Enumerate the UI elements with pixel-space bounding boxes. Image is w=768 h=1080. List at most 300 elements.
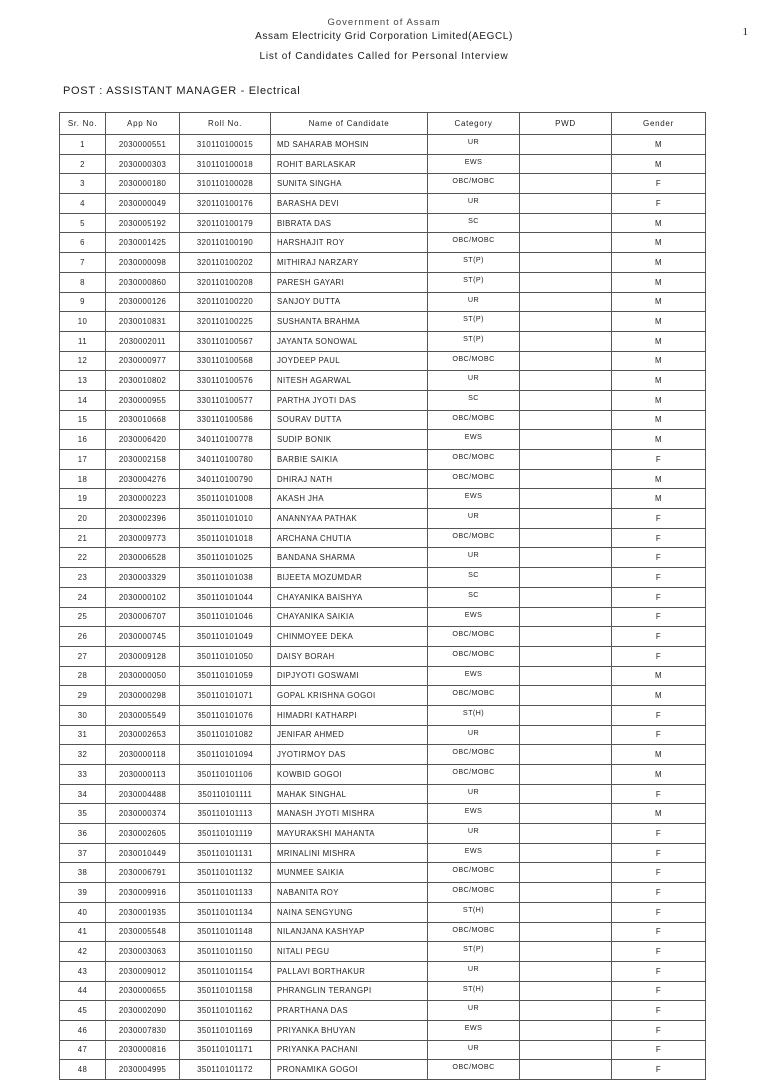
cell-pwd xyxy=(520,1020,612,1040)
cell-roll-no: 350110101162 xyxy=(180,1001,271,1021)
cell-candidate-name: DAISY BORAH xyxy=(271,646,428,666)
cell-pwd xyxy=(520,390,612,410)
cell-gender: M xyxy=(612,213,706,233)
cell-app-no: 2030005548 xyxy=(106,922,180,942)
cell-app-no: 2030002158 xyxy=(106,450,180,470)
cell-gender: F xyxy=(612,843,706,863)
cell-pwd xyxy=(520,1060,612,1080)
cell-candidate-name: HARSHAJIT ROY xyxy=(271,233,428,253)
cell-category: OBC/MOBC xyxy=(428,233,520,253)
cell-sr-no: 28 xyxy=(60,666,106,686)
table-row xyxy=(60,1001,706,1021)
cell-pwd xyxy=(520,371,612,391)
cell-category: UR xyxy=(428,135,520,155)
cell-category: OBC/MOBC xyxy=(428,450,520,470)
cell-pwd xyxy=(520,883,612,903)
cell-roll-no: 330110100577 xyxy=(180,390,271,410)
cell-roll-no: 320110100190 xyxy=(180,233,271,253)
cell-pwd xyxy=(520,469,612,489)
cell-roll-no: 340110100778 xyxy=(180,430,271,450)
cell-category: UR xyxy=(428,371,520,391)
cell-sr-no: 5 xyxy=(60,213,106,233)
cell-roll-no: 350110101094 xyxy=(180,745,271,765)
cell-roll-no: 350110101049 xyxy=(180,627,271,647)
header-gender: Gender xyxy=(612,113,706,135)
cell-app-no: 2030000126 xyxy=(106,292,180,312)
table-row xyxy=(60,174,706,194)
cell-sr-no: 41 xyxy=(60,922,106,942)
cell-pwd xyxy=(520,174,612,194)
cell-category: UR xyxy=(428,725,520,745)
table-row xyxy=(60,863,706,883)
cell-category: ST(H) xyxy=(428,981,520,1001)
cell-roll-no: 350110101038 xyxy=(180,568,271,588)
table-row xyxy=(60,1060,706,1080)
cell-pwd xyxy=(520,568,612,588)
cell-category: SC xyxy=(428,213,520,233)
cell-gender: M xyxy=(612,430,706,450)
cell-category: OBC/MOBC xyxy=(428,922,520,942)
cell-candidate-name: BIBRATA DAS xyxy=(271,213,428,233)
table-row xyxy=(60,666,706,686)
cell-category: OBC/MOBC xyxy=(428,174,520,194)
cell-pwd xyxy=(520,902,612,922)
cell-candidate-name: SANJOY DUTTA xyxy=(271,292,428,312)
cell-category: OBC/MOBC xyxy=(428,528,520,548)
table-row xyxy=(60,272,706,292)
cell-candidate-name: MAYURAKSHI MAHANTA xyxy=(271,824,428,844)
cell-sr-no: 17 xyxy=(60,450,106,470)
cell-roll-no: 350110101150 xyxy=(180,942,271,962)
table-row xyxy=(60,390,706,410)
cell-sr-no: 15 xyxy=(60,410,106,430)
cell-sr-no: 30 xyxy=(60,705,106,725)
cell-candidate-name: DIPJYOTI GOSWAMI xyxy=(271,666,428,686)
cell-app-no: 2030006528 xyxy=(106,548,180,568)
cell-roll-no: 350110101133 xyxy=(180,883,271,903)
cell-candidate-name: MITHIRAJ NARZARY xyxy=(271,253,428,273)
cell-app-no: 2030007830 xyxy=(106,1020,180,1040)
cell-pwd xyxy=(520,292,612,312)
cell-candidate-name: HIMADRI KATHARPI xyxy=(271,705,428,725)
cell-pwd xyxy=(520,587,612,607)
table-row xyxy=(60,489,706,509)
cell-candidate-name: MD SAHARAB MOHSIN xyxy=(271,135,428,155)
cell-category: OBC/MOBC xyxy=(428,410,520,430)
cell-category: EWS xyxy=(428,607,520,627)
header-app-no: App No xyxy=(106,113,180,135)
cell-sr-no: 10 xyxy=(60,312,106,332)
cell-category: SC xyxy=(428,587,520,607)
table-row xyxy=(60,450,706,470)
cell-roll-no: 320110100208 xyxy=(180,272,271,292)
cell-gender: F xyxy=(612,883,706,903)
cell-roll-no: 350110101119 xyxy=(180,824,271,844)
cell-sr-no: 19 xyxy=(60,489,106,509)
cell-sr-no: 46 xyxy=(60,1020,106,1040)
cell-candidate-name: MANASH JYOTI MISHRA xyxy=(271,804,428,824)
cell-category: ST(P) xyxy=(428,272,520,292)
cell-candidate-name: SUNITA SINGHA xyxy=(271,174,428,194)
cell-roll-no: 350110101132 xyxy=(180,863,271,883)
cell-candidate-name: PRARTHANA DAS xyxy=(271,1001,428,1021)
cell-gender: M xyxy=(612,331,706,351)
cell-sr-no: 35 xyxy=(60,804,106,824)
cell-candidate-name: PALLAVI BORTHAKUR xyxy=(271,961,428,981)
cell-gender: F xyxy=(612,1040,706,1060)
table-row xyxy=(60,194,706,214)
cell-category: OBC/MOBC xyxy=(428,686,520,706)
header-roll-no: Roll No. xyxy=(180,113,271,135)
cell-pwd xyxy=(520,154,612,174)
table-row xyxy=(60,824,706,844)
cell-candidate-name: JYOTIRMOY DAS xyxy=(271,745,428,765)
cell-category: UR xyxy=(428,292,520,312)
cell-pwd xyxy=(520,725,612,745)
table-row xyxy=(60,331,706,351)
cell-pwd xyxy=(520,922,612,942)
cell-pwd xyxy=(520,824,612,844)
cell-app-no: 2030000745 xyxy=(106,627,180,647)
cell-roll-no: 350110101044 xyxy=(180,587,271,607)
cell-roll-no: 320110100179 xyxy=(180,213,271,233)
cell-sr-no: 27 xyxy=(60,646,106,666)
cell-pwd xyxy=(520,253,612,273)
cell-pwd xyxy=(520,1040,612,1060)
cell-gender: M xyxy=(612,135,706,155)
cell-app-no: 2030010831 xyxy=(106,312,180,332)
cell-sr-no: 29 xyxy=(60,686,106,706)
table-row xyxy=(60,587,706,607)
table-row xyxy=(60,1040,706,1060)
cell-roll-no: 350110101113 xyxy=(180,804,271,824)
cell-roll-no: 350110101008 xyxy=(180,489,271,509)
cell-app-no: 2030000098 xyxy=(106,253,180,273)
table-row xyxy=(60,509,706,529)
cell-roll-no: 310110100015 xyxy=(180,135,271,155)
cell-sr-no: 16 xyxy=(60,430,106,450)
cell-roll-no: 350110101148 xyxy=(180,922,271,942)
page-number: 1 xyxy=(742,26,748,38)
cell-candidate-name: SUDIP BONIK xyxy=(271,430,428,450)
cell-sr-no: 21 xyxy=(60,528,106,548)
cell-candidate-name: KOWBID GOGOI xyxy=(271,765,428,785)
cell-roll-no: 350110101111 xyxy=(180,784,271,804)
cell-app-no: 2030002396 xyxy=(106,509,180,529)
cell-sr-no: 37 xyxy=(60,843,106,863)
cell-gender: M xyxy=(612,489,706,509)
cell-category: ST(P) xyxy=(428,253,520,273)
cell-sr-no: 24 xyxy=(60,587,106,607)
cell-gender: M xyxy=(612,410,706,430)
cell-gender: M xyxy=(612,469,706,489)
document-header xyxy=(0,17,768,62)
cell-app-no: 2030002011 xyxy=(106,331,180,351)
table-row xyxy=(60,292,706,312)
cell-gender: F xyxy=(612,725,706,745)
cell-category: EWS xyxy=(428,1020,520,1040)
cell-gender: M xyxy=(612,312,706,332)
table-row xyxy=(60,804,706,824)
header-pwd: PWD xyxy=(520,113,612,135)
cell-pwd xyxy=(520,272,612,292)
cell-sr-no: 26 xyxy=(60,627,106,647)
cell-roll-no: 350110101154 xyxy=(180,961,271,981)
cell-app-no: 2030000655 xyxy=(106,981,180,1001)
cell-gender: M xyxy=(612,292,706,312)
cell-app-no: 2030009773 xyxy=(106,528,180,548)
cell-gender: F xyxy=(612,705,706,725)
cell-sr-no: 4 xyxy=(60,194,106,214)
cell-pwd xyxy=(520,233,612,253)
cell-roll-no: 320110100220 xyxy=(180,292,271,312)
cell-category: UR xyxy=(428,548,520,568)
cell-pwd xyxy=(520,607,612,627)
cell-app-no: 2030000298 xyxy=(106,686,180,706)
cell-app-no: 2030000303 xyxy=(106,154,180,174)
cell-roll-no: 350110101131 xyxy=(180,843,271,863)
cell-gender: F xyxy=(612,194,706,214)
cell-app-no: 2030000118 xyxy=(106,745,180,765)
table-row xyxy=(60,705,706,725)
table-row xyxy=(60,312,706,332)
cell-gender: F xyxy=(612,961,706,981)
cell-sr-no: 39 xyxy=(60,883,106,903)
cell-category: UR xyxy=(428,194,520,214)
cell-pwd xyxy=(520,863,612,883)
cell-pwd xyxy=(520,981,612,1001)
cell-app-no: 2030000049 xyxy=(106,194,180,214)
cell-pwd xyxy=(520,450,612,470)
cell-category: EWS xyxy=(428,666,520,686)
cell-sr-no: 20 xyxy=(60,509,106,529)
cell-sr-no: 1 xyxy=(60,135,106,155)
table-row xyxy=(60,1020,706,1040)
table-row xyxy=(60,784,706,804)
cell-roll-no: 350110101025 xyxy=(180,548,271,568)
cell-category: EWS xyxy=(428,804,520,824)
cell-roll-no: 320110100225 xyxy=(180,312,271,332)
cell-candidate-name: NITESH AGARWAL xyxy=(271,371,428,391)
cell-app-no: 2030009128 xyxy=(106,646,180,666)
cell-category: UR xyxy=(428,824,520,844)
cell-pwd xyxy=(520,489,612,509)
table-row xyxy=(60,213,706,233)
cell-app-no: 2030000223 xyxy=(106,489,180,509)
cell-gender: M xyxy=(612,390,706,410)
header-sr-no: Sr. No. xyxy=(60,113,106,135)
cell-category: ST(P) xyxy=(428,942,520,962)
cell-sr-no: 38 xyxy=(60,863,106,883)
cell-gender: F xyxy=(612,568,706,588)
cell-app-no: 2030000050 xyxy=(106,666,180,686)
header-category: Category xyxy=(428,113,520,135)
cell-roll-no: 350110101158 xyxy=(180,981,271,1001)
cell-candidate-name: GOPAL KRISHNA GOGOI xyxy=(271,686,428,706)
table-row xyxy=(60,410,706,430)
cell-candidate-name: NABANITA ROY xyxy=(271,883,428,903)
table-row xyxy=(60,627,706,647)
cell-category: OBC/MOBC xyxy=(428,627,520,647)
cell-app-no: 2030003329 xyxy=(106,568,180,588)
cell-pwd xyxy=(520,942,612,962)
cell-candidate-name: ARCHANA CHUTIA xyxy=(271,528,428,548)
cell-category: EWS xyxy=(428,430,520,450)
table-row xyxy=(60,902,706,922)
cell-gender: M xyxy=(612,745,706,765)
cell-gender: F xyxy=(612,1020,706,1040)
cell-candidate-name: ROHIT BARLASKAR xyxy=(271,154,428,174)
cell-sr-no: 42 xyxy=(60,942,106,962)
cell-candidate-name: NAINA SENGYUNG xyxy=(271,902,428,922)
cell-gender: F xyxy=(612,174,706,194)
cell-candidate-name: AKASH JHA xyxy=(271,489,428,509)
cell-app-no: 2030000102 xyxy=(106,587,180,607)
cell-candidate-name: PHRANGLIN TERANGPI xyxy=(271,981,428,1001)
cell-category: ST(P) xyxy=(428,312,520,332)
cell-sr-no: 33 xyxy=(60,765,106,785)
cell-gender: M xyxy=(612,351,706,371)
cell-app-no: 2030006707 xyxy=(106,607,180,627)
cell-app-no: 2030009012 xyxy=(106,961,180,981)
cell-category: OBC/MOBC xyxy=(428,351,520,371)
cell-gender: M xyxy=(612,804,706,824)
cell-roll-no: 320110100202 xyxy=(180,253,271,273)
cell-roll-no: 350110101018 xyxy=(180,528,271,548)
table-row xyxy=(60,548,706,568)
cell-candidate-name: CHAYANIKA BAISHYA xyxy=(271,587,428,607)
cell-roll-no: 340110100780 xyxy=(180,450,271,470)
table-header-row xyxy=(60,113,706,135)
cell-roll-no: 350110101171 xyxy=(180,1040,271,1060)
cell-pwd xyxy=(520,312,612,332)
cell-category: EWS xyxy=(428,154,520,174)
cell-roll-no: 330110100567 xyxy=(180,331,271,351)
cell-gender: F xyxy=(612,528,706,548)
cell-gender: M xyxy=(612,686,706,706)
cell-candidate-name: SOURAV DUTTA xyxy=(271,410,428,430)
cell-gender: F xyxy=(612,548,706,568)
cell-app-no: 2030002605 xyxy=(106,824,180,844)
cell-roll-no: 310110100018 xyxy=(180,154,271,174)
cell-pwd xyxy=(520,213,612,233)
cell-category: OBC/MOBC xyxy=(428,745,520,765)
cell-sr-no: 7 xyxy=(60,253,106,273)
cell-pwd xyxy=(520,705,612,725)
cell-pwd xyxy=(520,627,612,647)
cell-pwd xyxy=(520,430,612,450)
table-row xyxy=(60,942,706,962)
cell-gender: M xyxy=(612,272,706,292)
cell-sr-no: 23 xyxy=(60,568,106,588)
cell-category: ST(P) xyxy=(428,331,520,351)
cell-sr-no: 2 xyxy=(60,154,106,174)
cell-pwd xyxy=(520,961,612,981)
cell-app-no: 2030006420 xyxy=(106,430,180,450)
cell-category: SC xyxy=(428,390,520,410)
cell-gender: F xyxy=(612,587,706,607)
list-title: List of Candidates Called for Personal Interview xyxy=(259,51,509,62)
cell-candidate-name: JENIFAR AHMED xyxy=(271,725,428,745)
cell-gender: F xyxy=(612,981,706,1001)
cell-category: EWS xyxy=(428,843,520,863)
table-row xyxy=(60,253,706,273)
cell-sr-no: 44 xyxy=(60,981,106,1001)
cell-sr-no: 18 xyxy=(60,469,106,489)
cell-sr-no: 34 xyxy=(60,784,106,804)
cell-roll-no: 320110100176 xyxy=(180,194,271,214)
cell-roll-no: 350110101046 xyxy=(180,607,271,627)
cell-category: OBC/MOBC xyxy=(428,469,520,489)
cell-app-no: 2030004488 xyxy=(106,784,180,804)
cell-roll-no: 350110101076 xyxy=(180,705,271,725)
cell-roll-no: 350110101169 xyxy=(180,1020,271,1040)
table-row xyxy=(60,233,706,253)
header-candidate-name: Name of Candidate xyxy=(271,113,428,135)
table-row xyxy=(60,883,706,903)
candidates-table xyxy=(59,112,706,1080)
cell-roll-no: 350110101134 xyxy=(180,902,271,922)
cell-candidate-name: NILANJANA KASHYAP xyxy=(271,922,428,942)
cell-pwd xyxy=(520,745,612,765)
government-label: Government of Assam xyxy=(327,17,441,28)
cell-roll-no: 330110100576 xyxy=(180,371,271,391)
cell-candidate-name: PRIYANKA BHUYAN xyxy=(271,1020,428,1040)
cell-app-no: 2030004995 xyxy=(106,1060,180,1080)
cell-candidate-name: PARESH GAYARI xyxy=(271,272,428,292)
cell-roll-no: 310110100028 xyxy=(180,174,271,194)
cell-roll-no: 350110101082 xyxy=(180,725,271,745)
table-row xyxy=(60,961,706,981)
cell-category: OBC/MOBC xyxy=(428,1060,520,1080)
cell-candidate-name: PARTHA JYOTI DAS xyxy=(271,390,428,410)
cell-pwd xyxy=(520,548,612,568)
cell-pwd xyxy=(520,1001,612,1021)
cell-pwd xyxy=(520,784,612,804)
table-row xyxy=(60,351,706,371)
cell-sr-no: 36 xyxy=(60,824,106,844)
cell-sr-no: 48 xyxy=(60,1060,106,1080)
cell-app-no: 2030003063 xyxy=(106,942,180,962)
cell-sr-no: 40 xyxy=(60,902,106,922)
cell-sr-no: 3 xyxy=(60,174,106,194)
cell-gender: F xyxy=(612,922,706,942)
cell-app-no: 2030004276 xyxy=(106,469,180,489)
cell-candidate-name: BIJEETA MOZUMDAR xyxy=(271,568,428,588)
cell-sr-no: 32 xyxy=(60,745,106,765)
cell-gender: F xyxy=(612,1001,706,1021)
table-row xyxy=(60,646,706,666)
cell-gender: F xyxy=(612,607,706,627)
cell-gender: F xyxy=(612,784,706,804)
table-row xyxy=(60,922,706,942)
cell-sr-no: 14 xyxy=(60,390,106,410)
cell-pwd xyxy=(520,686,612,706)
cell-sr-no: 25 xyxy=(60,607,106,627)
cell-gender: M xyxy=(612,666,706,686)
cell-roll-no: 350110101050 xyxy=(180,646,271,666)
cell-pwd xyxy=(520,528,612,548)
cell-pwd xyxy=(520,135,612,155)
cell-pwd xyxy=(520,509,612,529)
table-body xyxy=(60,135,706,1080)
cell-sr-no: 8 xyxy=(60,272,106,292)
cell-category: UR xyxy=(428,961,520,981)
cell-gender: F xyxy=(612,942,706,962)
cell-candidate-name: BARBIE SAIKIA xyxy=(271,450,428,470)
cell-app-no: 2030010668 xyxy=(106,410,180,430)
cell-category: EWS xyxy=(428,489,520,509)
